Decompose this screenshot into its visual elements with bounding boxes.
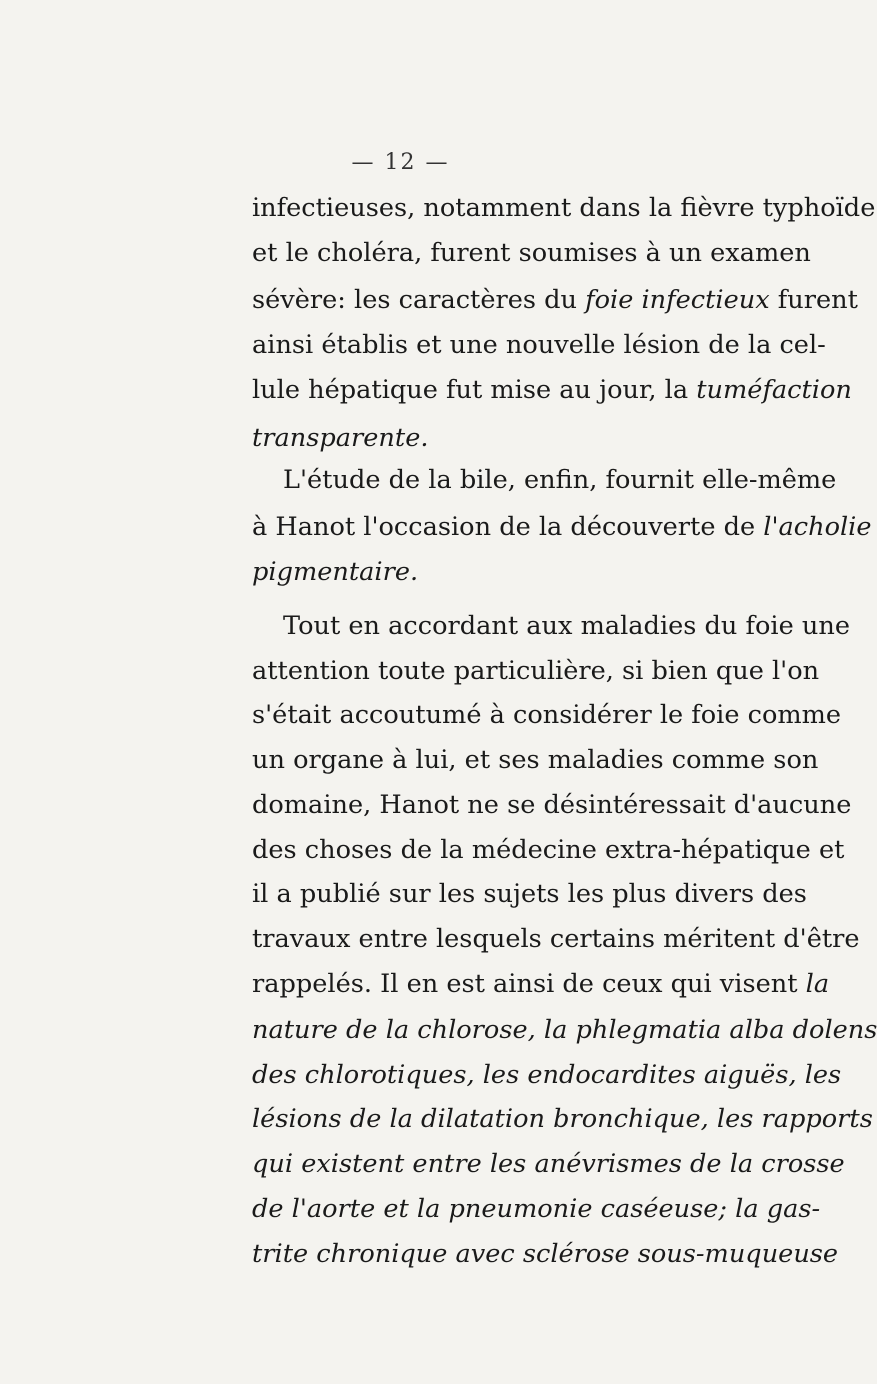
text-line	[252, 656, 820, 686]
text-line	[252, 700, 842, 730]
text-segment: travaux entre lesquels certains méritent d'être	[252, 924, 860, 954]
italic-segment: qui existent entre les anévrismes de la crosse	[252, 1149, 845, 1179]
text-line	[252, 1015, 877, 1045]
italic-segment: la	[805, 969, 830, 999]
italic-segment: de l'aorte et la pneumonie caséeuse; la gas-	[252, 1194, 821, 1224]
text-line	[252, 1239, 839, 1269]
italic-segment: lésions de la dilatation bronchique, les rapports	[252, 1104, 873, 1134]
text-segment: et le choléra, furent soumises à un examen	[252, 238, 811, 268]
text-segment: infectieuses, notamment dans la fièvre typhoïde	[252, 193, 876, 223]
text-segment: il a publié sur les sujets les plus divers des	[252, 879, 807, 909]
text-line	[252, 924, 860, 954]
text-line	[252, 790, 852, 820]
text-line	[252, 745, 819, 775]
text-line	[252, 557, 740, 587]
page-number: — 12 —	[351, 150, 450, 175]
text-line	[252, 1060, 842, 1090]
text-line	[252, 969, 830, 999]
text-line	[283, 465, 837, 495]
text-line	[252, 512, 872, 542]
text-segment: ainsi établis et une nouvelle lésion de la cel-	[252, 330, 826, 360]
text-segment: rappelés. Il en est ainsi de ceux qui visent	[252, 969, 806, 999]
text-segment: domaine, Hanot ne se désintéressait d'aucune	[252, 790, 852, 820]
text-segment: Tout en accordant aux maladies du foie une	[283, 611, 851, 641]
text-segment: des choses de la médecine extra-hépatique et	[252, 835, 845, 865]
text-segment: L'étude de la bile, enfin, fournit elle-même	[283, 465, 837, 495]
text-line	[252, 423, 740, 453]
italic-segment: trite chronique avec sclérose sous-muqueuse	[252, 1239, 839, 1269]
text-line	[252, 835, 845, 865]
text-segment: s'était accoutumé à considérer le foie comme	[252, 700, 842, 730]
italic-segment: transparente.	[252, 423, 429, 453]
italic-segment: tuméfaction	[696, 375, 852, 405]
text-line	[252, 193, 876, 223]
text-segment: lule hépatique fut mise au jour, la	[252, 375, 697, 405]
italic-segment: pigmentaire.	[252, 557, 419, 587]
text-segment: furent	[769, 285, 858, 315]
text-segment: un organe à lui, et ses maladies comme son	[252, 745, 819, 775]
text-line	[252, 1194, 821, 1224]
text-line	[252, 879, 807, 909]
text-segment: à Hanot l'occasion de la découverte de	[252, 512, 764, 542]
text-segment: sévère: les caractères du	[252, 285, 586, 315]
text-line	[252, 1149, 845, 1179]
text-segment: attention toute particulière, si bien que l'on	[252, 656, 820, 686]
italic-segment: foie infectieux	[585, 285, 770, 315]
text-line	[283, 611, 851, 641]
text-line	[252, 375, 852, 405]
italic-segment: l'acholie	[763, 512, 872, 542]
italic-segment: nature de la chlorose, la phlegmatia alba dolens	[252, 1015, 877, 1045]
italic-segment: des chlorotiques, les endocardites aiguës, les	[252, 1060, 842, 1090]
text-line	[252, 285, 858, 315]
text-line	[252, 330, 826, 360]
text-line	[252, 1104, 873, 1134]
text-line	[252, 238, 811, 268]
